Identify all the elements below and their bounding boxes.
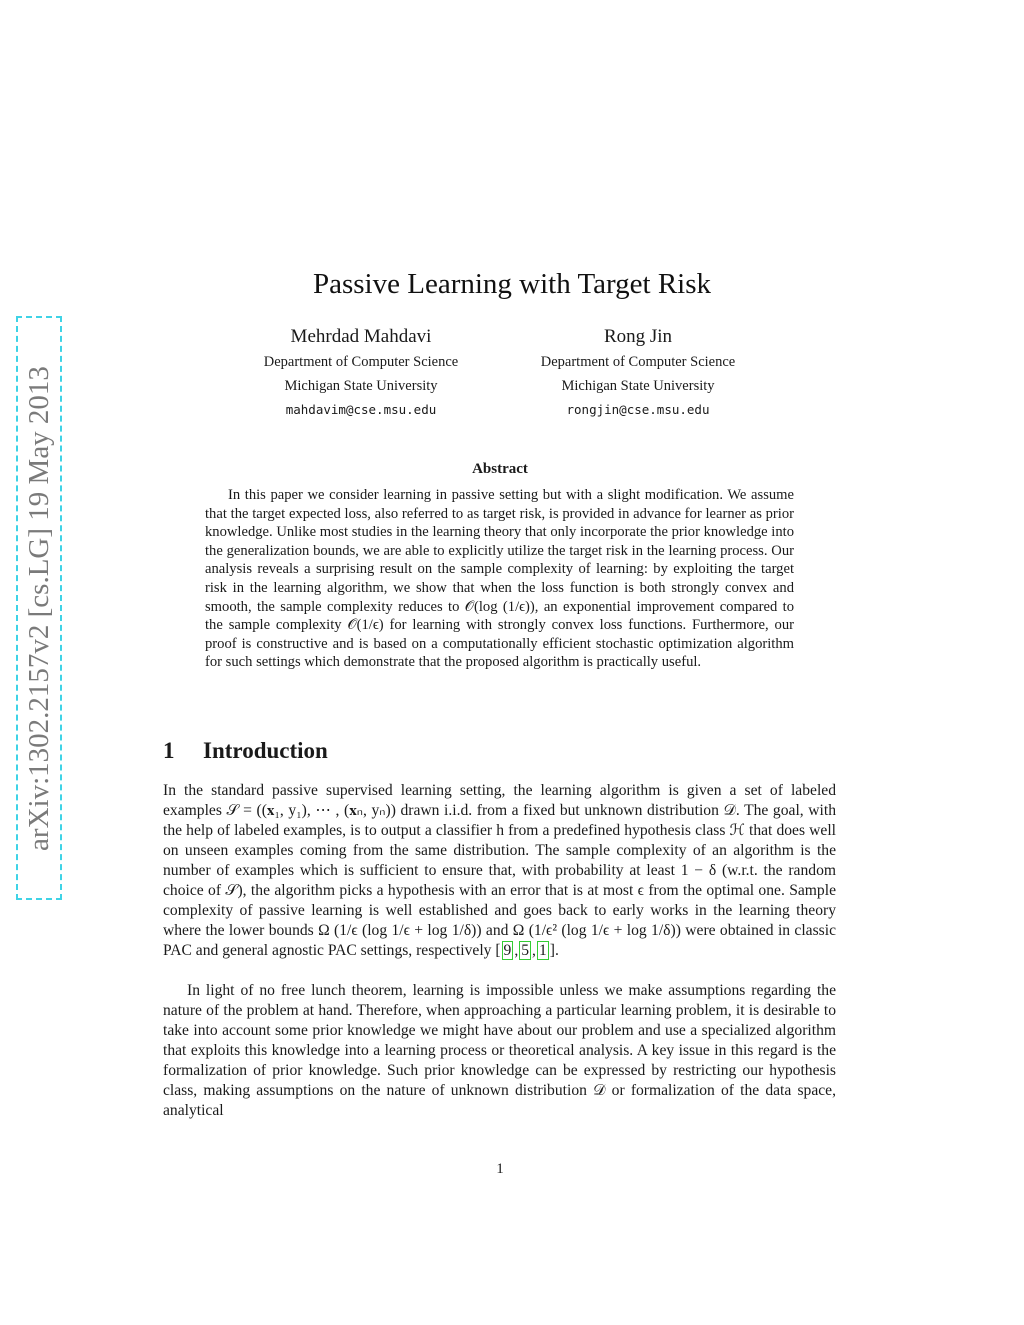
citation-link[interactable]: 9 xyxy=(503,942,512,959)
intro-paragraph-1-text: In the standard passive supervised learning setting, the learning algorithm is given a set of labeled examples 𝒮 = ((𝐱₁, y₁), ⋯ , (𝐱ₙ, yₙ)) drawn i.i.d. from a fixed but unknown distribution 𝒟. The goal, with the help of labeled examples, is to output a classifier h from a predefined hypothesis class ℋ that does well on unseen examples coming from the same distribution. The sample complexity of an algorithm is the number of examples which is sufficient to ensure that, with probability at least 1 − δ (w.r.t. the random choice of 𝒮), the algorithm picks a hypothesis with an error that is at most ϵ from the optimal one. Sample complexity of passive learning is well established and goes back to early works in the learning theory where the lower bounds Ω (1/ϵ (log 1/ϵ + log 1/δ)) and Ω (1/ϵ² (log 1/ϵ + log 1/δ)) were obtained in classic PAC and general agnostic PAC settings, respectively xyxy=(163,782,836,959)
citation-group: [ 9 , 5 , 1 ] xyxy=(495,942,555,959)
author-department: Department of Computer Science xyxy=(540,354,736,370)
author-name: Mehrdad Mahdavi xyxy=(290,326,432,347)
author-block-2 xyxy=(488,324,788,422)
arxiv-identifier-text: arXiv:1302.2157v2 [cs.LG] 19 May 2013 xyxy=(22,365,55,851)
section-number: 1 xyxy=(163,738,175,763)
author-university: Michigan State University xyxy=(561,378,715,394)
abstract-body: In this paper we consider learning in passive setting but with a slight modification. We assume that the target expected loss, also referred to as target risk, is provided in advance for learner as prior knowledge. Unlike most studies in the learning theory that only incorporate the prior knowledge into the generalization bounds, we are able to explicitly utilize the target risk in the learning process. Our analysis reveals a surprising result on the sample complexity of learning: by exploiting the target risk in the learning algorithm, we show that when the loss function is both strongly convex and smooth, the sample complexity reduces to 𝒪(log (1/ϵ)), an exponential improvement compared to the sample complexity 𝒪(1/ϵ) for learning with strongly convex loss functions. Furthermore, our proof is constructive and is based on a computationally efficient stochastic optimization algorithm for such settings which demonstrate that the proposed algorithm is practically useful. xyxy=(205,487,794,671)
citation-link[interactable]: 5 xyxy=(521,942,530,959)
author-university: Michigan State University xyxy=(284,378,438,394)
intro-paragraph-2: In light of no free lunch theorem, learning is impossible unless we make assumptions regarding the nature of the problem at hand. Therefore, when approaching a particular learning problem, it is desirable to take into account some prior knowledge we might have about our problem and use a specialized algorithm that exploits this knowledge into a learning process or theoretical analysis. A key issue in this regard is the formalization of prior knowledge. Such prior knowledge can be expressed by restricting our hypothesis class, making assumptions on the nature of unknown distribution 𝒟 or formalization of the data space, analytical xyxy=(163,982,836,1119)
author-name: Rong Jin xyxy=(603,326,673,347)
author-department: Department of Computer Science xyxy=(263,354,459,370)
section-title: Introduction xyxy=(203,738,328,763)
citation-link[interactable]: 1 xyxy=(538,942,547,959)
arxiv-identifier-stamp[interactable] xyxy=(16,316,62,900)
author-block-1 xyxy=(211,324,511,422)
intro-paragraph-1-end: . xyxy=(554,942,559,959)
section-heading xyxy=(163,738,328,764)
author-email: mahdavim@cse.msu.edu xyxy=(285,402,437,417)
author-email: rongjin@cse.msu.edu xyxy=(566,402,710,417)
paper-title: Passive Learning with Target Risk xyxy=(312,268,711,300)
abstract-heading: Abstract xyxy=(472,461,528,477)
intro-paragraph-1 xyxy=(163,781,836,961)
page-number: 1 xyxy=(496,1161,504,1177)
